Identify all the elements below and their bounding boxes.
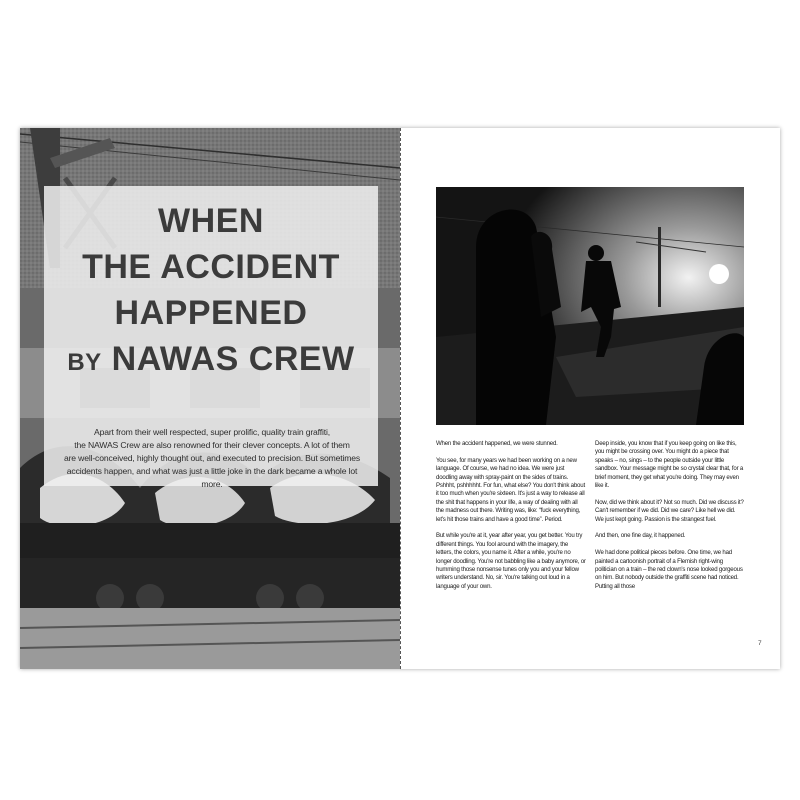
col1-paragraph-3: But while you're at it, year after year, you get better. You try different things. You fool around with the imagery, the letters, the colors, you name it. After a while, you're no longer doodling. You're not babbling like a baby anymore, or humming those nonsense tunes only you and your fellow writers understand. No, sir. You're talking out loud in a language of your own. — [436, 532, 586, 590]
text-column-1 — [436, 440, 586, 600]
col2-paragraph-1: Deep inside, you know that if you keep going on like this, you might be crossing over. You might do a piece that speaks – no, sings – to the people outside your little sandbox. Your message might be so crystal clear that, for a brief moment, they get what you're doing. They may even like it. — [595, 440, 744, 490]
article-intro — [62, 426, 362, 491]
title-line-1: WHEN — [158, 202, 264, 240]
left-page — [20, 128, 400, 669]
silhouettes-photo — [436, 187, 744, 425]
article-title — [44, 198, 378, 386]
col1-paragraph-2: You see, for many years we had been working on a new language. Of course, we had no idea. We were just doodling away with spray-paint on the sides of trains. Pshhht, pshhhhht. For fun, what else? You don't think about it too much when you're sixteen. It's just a way to release all the shit that happens in your life, a way of dealing with all the madness out there. Writing was, like: “fuck everything, let's hit those trains and have a good time”. Period. — [436, 456, 585, 523]
col2-paragraph-4: We had done political pieces before. One time, we had painted a cartoonish portrait of a Flemish right-wing politician on a train – the red clown's nose looked gorgeous on him. But nobody outside the graffiti scene had noticed. Putting all those — [595, 549, 743, 590]
title-box — [44, 186, 378, 489]
title-line-4 — [44, 336, 378, 386]
title-line-3: HAPPENED — [114, 294, 308, 332]
intro-line-4: accidents happen, and what was just a little joke in the dark became a whole lot more. — [66, 466, 358, 489]
page-number: 7 — [758, 640, 762, 647]
col2-paragraph-2: Now, did we think about it? Not so much. Did we discuss it? Can't remember if we did. Did we care? Like hell we did. We just kept going. Passion is the strangest fuel. — [595, 498, 744, 523]
col2-paragraph-3: And then, one fine day, it happened. — [595, 532, 686, 540]
text-column-2 — [595, 440, 745, 600]
title-line-2: THE ACCIDENT — [82, 248, 340, 286]
intro-line-1: Apart from their well respected, super prolific, quality train graffiti, — [94, 427, 330, 437]
intro-line-3: are well-conceived, highly thought out, and executed to precision. But sometimes — [63, 453, 361, 463]
intro-line-2: the NAWAS Crew are also renowned for their clever concepts. A lot of them — [74, 440, 350, 450]
title-by: BY — [67, 349, 102, 376]
col1-paragraph-1: When the accident happened, we were stunned. — [436, 440, 558, 447]
right-page — [401, 128, 780, 669]
night-photo — [436, 187, 744, 425]
title-crew: NAWAS CREW — [111, 340, 355, 378]
magazine-spread — [20, 128, 780, 669]
